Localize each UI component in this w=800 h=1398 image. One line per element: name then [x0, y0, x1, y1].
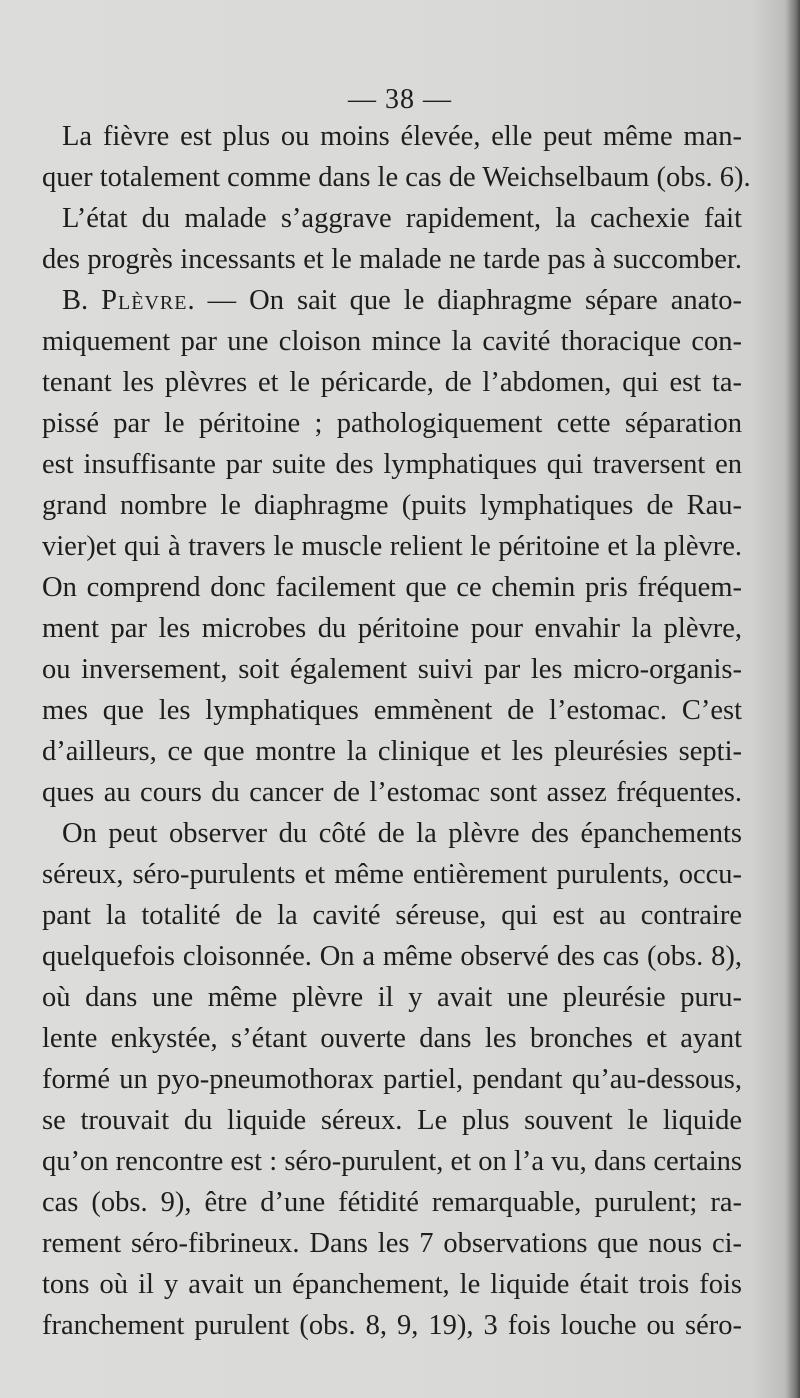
text-line: ou inversement, soit également suivi par les micro-organis- — [42, 654, 742, 685]
text-line: pant la totalité de la cavité séreuse, qui est au contraire — [42, 900, 742, 931]
text-line: vier)et qui à travers le muscle relient le péritoine et la plèvre. — [42, 531, 742, 562]
text-line: mes que les lymphatiques emmènent de l’estomac. C’est — [42, 695, 742, 726]
text-line: se trouvait du liquide séreux. Le plus souvent le liquide — [42, 1105, 742, 1136]
section-heading-rest: . — On sait que le diaphragme sépare anato- — [187, 285, 742, 316]
text-line: quer totalement comme dans le cas de Weichselbaum (obs. 6). — [42, 162, 751, 193]
text-line: formé un pyo-pneumothorax partiel, pendant qu’au-dessous, — [42, 1064, 742, 1095]
text-line: lente enkystée, s’étant ouverte dans les bronches et ayant — [42, 1023, 742, 1054]
text-line: On comprend donc facilement que ce chemin pris fréquem- — [42, 572, 742, 603]
text-line: L’état du malade s’aggrave rapidement, la cachexie fait — [62, 203, 742, 234]
section-heading-line — [62, 281, 742, 321]
text-line: qu’on rencontre est : séro-purulent, et on l’a vu, dans certains — [42, 1146, 742, 1177]
text-line: rement séro-fibrineux. Dans les 7 observations que nous ci- — [42, 1228, 742, 1259]
text-line: On peut observer du côté de la plèvre des épanchements — [62, 818, 742, 849]
text-line: tons où il y avait un épanchement, le liquide était trois fois — [42, 1269, 742, 1300]
section-letter: B. — [62, 285, 102, 316]
text-line: quelquefois cloisonnée. On a même observé des cas (obs. 8), — [42, 941, 742, 972]
text-line: pissé par le péritoine ; pathologiquement cette séparation — [42, 408, 742, 439]
page-number: — 38 — — [348, 84, 452, 115]
text-line: ment par les microbes du péritoine pour envahir la plèvre, — [42, 613, 742, 644]
text-line: tenant les plèvres et le péricarde, de l’abdomen, qui est ta- — [42, 367, 742, 398]
text-line: où dans une même plèvre il y avait une pleurésie puru- — [42, 982, 742, 1013]
text-line: franchement purulent (obs. 8, 9, 19), 3 fois louche ou séro- — [42, 1310, 742, 1341]
text-line: miquement par une cloison mince la cavité thoracique con- — [42, 326, 742, 357]
text-line: est insuffisante par suite des lymphatiques qui traversent en — [42, 449, 742, 480]
text-line: d’ailleurs, ce que montre la clinique et les pleurésies septi- — [42, 736, 742, 767]
text-line: des progrès incessants et le malade ne tarde pas à succomber. — [42, 244, 742, 275]
text-line: cas (obs. 9), être d’une fétidité remarquable, purulent; ra- — [42, 1187, 742, 1218]
text-line: La fièvre est plus ou moins élevée, elle peut même man- — [62, 121, 742, 152]
page-edge-shadow — [786, 0, 800, 1398]
text-line: séreux, séro-purulents et même entièrement purulents, occu- — [42, 859, 742, 890]
text-line: grand nombre le diaphragme (puits lymphatiques de Rau- — [42, 490, 742, 521]
section-title: Plèvre — [101, 285, 188, 316]
text-line: ques au cours du cancer de l’estomac sont assez fréquentes. — [42, 777, 742, 808]
